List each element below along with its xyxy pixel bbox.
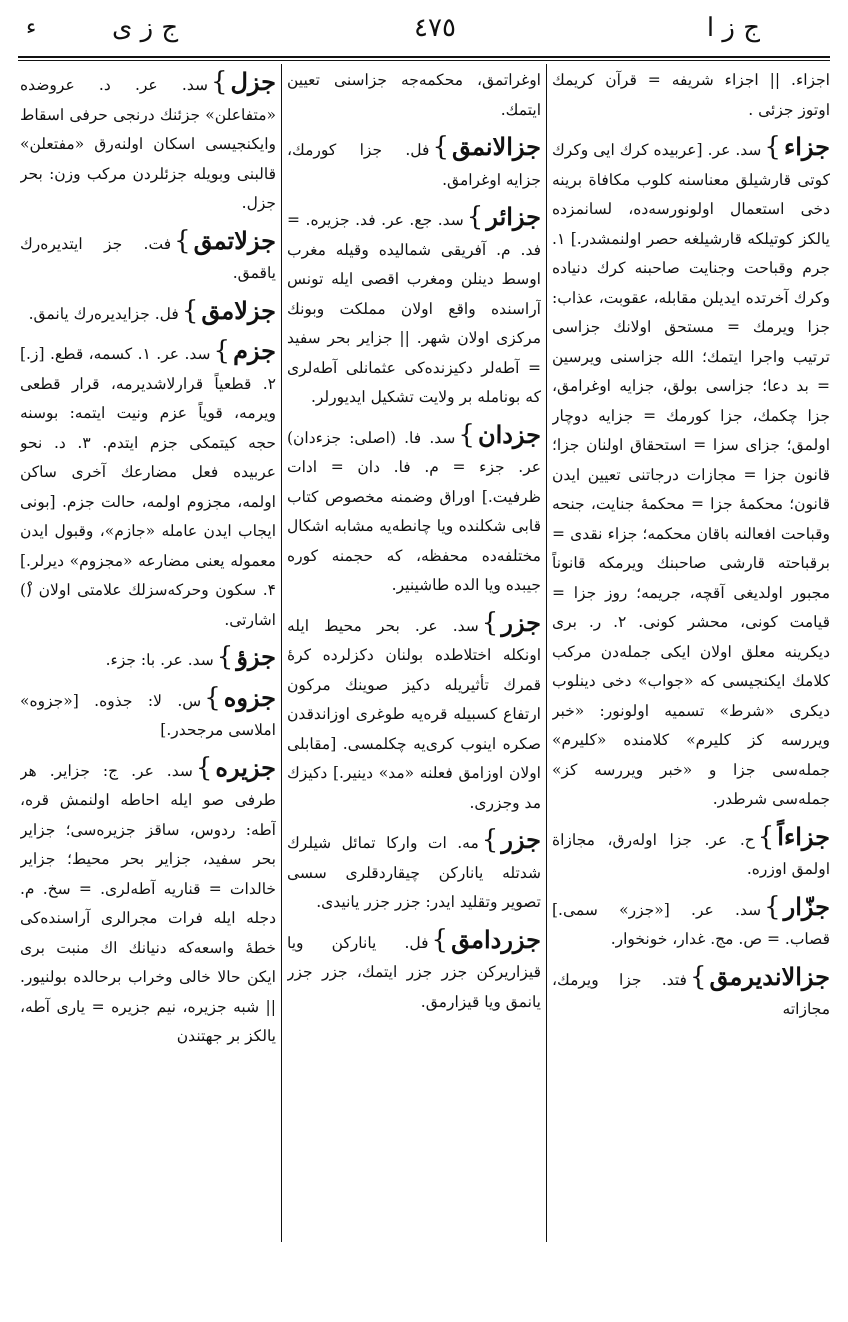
entry-headword: جزالانمق (451, 132, 541, 161)
entry-definition: س. لا: جذوه. [«جزوه» املاسی مرجحدر.] (20, 691, 276, 739)
brace-glyph: } (181, 295, 199, 326)
dictionary-entry (552, 821, 830, 885)
brace-glyph: } (757, 821, 775, 852)
entry-definition: سد. فا. (اصلی: جزء‌دان) عر. جزء = م. فا. دان = ادات ظرفیت.] اوراق وضمنه مخصوص کتاب قابی شکلنده ویا چانطه‌یه مشابه اشکال مختلفه‌ده محفظه، که حجمنه کوره جیبده ویا الده طاشینیر. (287, 428, 541, 594)
brace-glyph: } (432, 132, 449, 162)
entry-definition: سد. عر. با: جزء. (105, 651, 214, 669)
brace-glyph: } (431, 924, 449, 955)
dictionary-entry (287, 419, 541, 601)
entry-headword: جزدان (477, 419, 541, 449)
dictionary-entry (20, 335, 276, 635)
header-corner-mark: ء (26, 15, 37, 40)
entry-headword: جزالاندیرمق (709, 961, 830, 991)
dictionary-entry (552, 131, 830, 815)
entry-headword: جزیره (215, 752, 276, 782)
header-right-guide-word: ج ز ا (706, 13, 760, 43)
entry-headword: جزلامق (201, 295, 276, 325)
entry-definition: فتد. جزا ویرمك، مجازاته (552, 970, 830, 1018)
dictionary-entry (20, 682, 276, 746)
entry-definition: سد. عر. [«جزر» سمی.] قصاب. = ص. مج. غدار، خونخوار. (552, 900, 830, 948)
brace-glyph: } (204, 682, 221, 713)
dictionary-entry (552, 961, 830, 1025)
entry-headword: جزؤ (236, 642, 276, 671)
column-middle (287, 66, 541, 1246)
dictionary-entry (287, 66, 541, 125)
entry-headword: جزم (233, 336, 276, 365)
brace-glyph: } (174, 225, 191, 256)
column-divider (546, 64, 547, 1242)
entry-headword: جزر (501, 825, 541, 854)
column-right (552, 66, 830, 1246)
brace-glyph: } (466, 202, 484, 232)
header-rule (18, 56, 830, 58)
dictionary-entry (20, 225, 276, 289)
dictionary-entry (20, 641, 276, 676)
dictionary-entry (287, 924, 541, 1018)
dictionary-entry (287, 607, 541, 819)
entry-headword: جزل (230, 67, 276, 96)
dictionary-entry (287, 201, 541, 413)
brace-glyph: } (689, 961, 707, 992)
entry-definition: سد. عر. [عربیده کرك ایی وکرك کوتی قارشیلق معناسنه کلوب مکافاة برینه دخی استعمال اولونورسه‌ده، لسانمزده یالکز کوتیلکه قارشیلغه حصر اولنمشدر.] ۱. جرم وقباحت وجنایت صاحبنه کرك دنیاده وکرك آخرتده ایدیلن مقابله، عقوبت، عذاب: جزا ویرمك = مستحق اولانك جزاسی ترتیب واجرا ایتمك؛ الله جزاسنی ویرسین = بد دعا؛ جزاسی بولق، جزایه اوغرامق، جزا چکمك، جزا کورمك = جزایه دوچار اولمق؛ جزای سزا = استحقاق اولنان جزا؛ قانون جزا = مجازات درجاتنی تعیین ایدن قانون؛ محکمهٔ جزا = محکمهٔ جنایت، جنحه وقباحت افعالنه باقان محکمه؛ جزاء نقدی = برقباحته قارشی صاحبنك ویرمکه قانوناً مجبور اولدیغی آقچه، جریمه؛ روز جزا = قیامت کونی، محشر کونی. ۲. ر. بری دیکرینه معلق اولان ایکی جمله‌دن مرکب کلامك ایکنجیسی که «جواب» دخی دینلوب دیکری «شرط» تسمیه اولونور: «خبر ویررسه کز کلیرم» کلامنده «کلیرم» جمله‌سی جزا و «خبر ویررسه کز» جمله‌سی شرطدر. (552, 141, 830, 808)
entry-definition: سد. عر. بحر محیط ایله اونکله اختلاطده بولنان دکزلرده کرهٔ قمرك تأثیریله دکیز صوینك مرکون ارتفاع کسبیله قره‌یه طوغری اوزاندقدن صکره اینوب کری‌یه چکلمسی. [مقابلی اولان اوزامق فعلنه «مد» دینیر.] دکیزك مد وجزری. (287, 616, 541, 812)
entry-definition: اجزاء. || اجزاء شریفه = قرآن کریمك اوتوز جزئی . (552, 71, 830, 119)
brace-glyph: } (195, 752, 213, 783)
entry-headword: جزلاتمق (193, 225, 276, 255)
brace-glyph: } (764, 891, 781, 922)
dictionary-entry (20, 752, 276, 1052)
dictionary-entry (552, 891, 830, 955)
header-rule-thin (18, 60, 830, 61)
brace-glyph: } (213, 336, 231, 366)
entry-definition: فت. جز ایتدیره‌رك یاقمق. (20, 234, 276, 282)
page-header (0, 0, 848, 58)
brace-glyph: } (481, 607, 499, 638)
entry-headword: جزر (501, 607, 541, 637)
dictionary-entry (287, 131, 541, 195)
entry-headword: جزاءاً (777, 821, 830, 851)
dictionary-entry (552, 66, 830, 125)
entry-definition: فل. یانارکن ویا قیزاریرکن جزر جزر ایتمك، جزر جزر یانمق ویا قیزارمق. (287, 933, 541, 1011)
entry-definition: سد. عر. د. عروضده «متفاعلن» جزئنك درنجی حرفی اسقاط وایکنجیسی اسکان اولنه‌رق «مفتعلن» قالبنی وبویله جزئلردن مرکب وزن: بحر جزل. (20, 76, 276, 212)
entry-headword: جزّار (783, 891, 830, 921)
brace-glyph: } (481, 825, 499, 855)
dictionary-entry (287, 824, 541, 918)
column-left (20, 66, 276, 1246)
entry-definition: مه. ات وارکا تمائل شیلرك شدتله یانارکن چیقاردقلری سسی تصویر وتقلید ایدر: جزر جزر یانیدی. (287, 834, 541, 911)
entry-definition: سد. عر. ۱. کسمه، قطع. [ز.] ۲. قطعیاً قرارلاشدیرمه، قرار قطعی ویرمه، قویاً عزم ونیت ایتمه: بوسنه حجه کیتمکی جزم ایتدم. ۳. د. نحو عربیده فعل مضارعك آخری ساکن اولمه، مجزوم اولمه، حالت جزم. [بونی ایجاب ایدن عامله «جازم»، وقبول ایدن معموله یعنی مضارعه «مجزوم» دیرلر.] ۴. سکون وحرکه‌سزلك علامتی اولان (ْ) اشارتی. (20, 345, 276, 629)
header-left-guide-word: ج ز ى (112, 13, 179, 43)
dictionary-entry (20, 295, 276, 330)
entry-headword: جزردامق (451, 924, 541, 954)
entry-definition: سد. جع. عر. فد. جزیره. = فد. م. آفریقی شمالیده وقیله مغرب اوسط دینلن ومغرب اقصی ایله تونس آراسنده واقع اولان مملکت وبونك مرکزی اولان شهر. || جزایر بحر سفید = آطه‌لر دکیزنده‌کی عثمانلی آطه‌لری که بونامله بر ولایت تشکیل ایدیورلر. (287, 211, 541, 406)
page-number: ٤٧٥ (414, 13, 456, 43)
entry-definition: ح. عر. جزا اوله‌رق، مجازاة اولمق اوزره. (552, 830, 830, 878)
entry-headword: جزاء (783, 132, 830, 161)
entry-definition: فل. جزایدیره‌رك یانمق. (28, 304, 179, 323)
entry-definition: اوغراتمق، محکمه‌جه جزاسنی تعیین ایتمك. (287, 71, 541, 119)
entry-definition: سد. عر. ج: جزایر. هر طرفی صو ایله احاطه اولنمش قره، آطه: ردوس، ساقز جزیره‌سی؛ جزایر بحر سفید، جزایر بحر محیط؛ جزایر خالدات = قناریه آطه‌لری. = سخ. م. دجله ایله فرات مجرالری آراسنده‌کی خطهٔ واسعه‌که دنیانك اك منبت بری ایکن حالا خالی وخراب برحالده بولنیور. || شبه جزیره، نیم جزیره = یاری آطه، یالکز بر جهتندن (20, 761, 276, 1045)
brace-glyph: } (216, 642, 234, 672)
brace-glyph: } (458, 419, 475, 450)
entry-definition: فل. جزا کورمك، جزایه اوغرامق. (287, 141, 541, 189)
entry-headword: جزائر (486, 202, 541, 231)
dictionary-entry (20, 66, 276, 219)
brace-glyph: } (764, 132, 781, 162)
brace-glyph: } (210, 67, 228, 97)
column-divider (281, 64, 282, 1242)
entry-headword: جزوه (223, 682, 276, 712)
